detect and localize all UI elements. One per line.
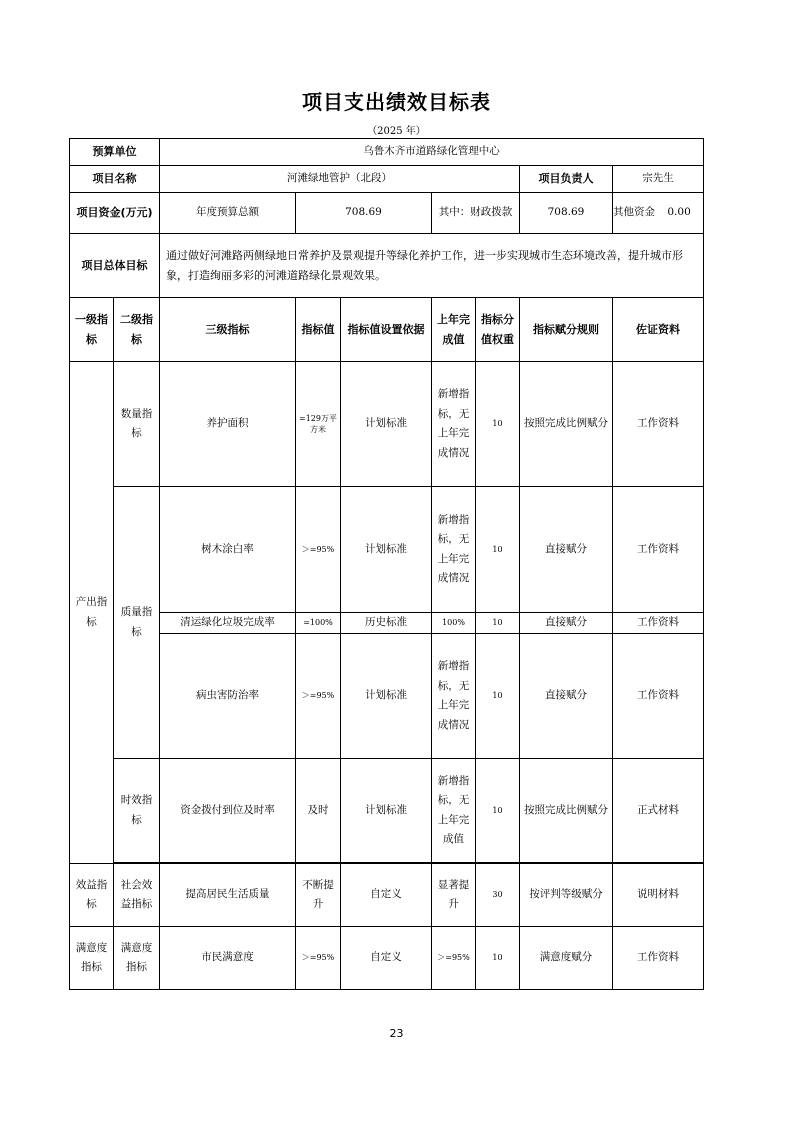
table-row bbox=[70, 613, 704, 634]
row-evidence: 工作资料 bbox=[613, 927, 704, 990]
row-basis: 计划标准 bbox=[341, 759, 432, 863]
row-basis: 计划标准 bbox=[341, 487, 432, 613]
col-level3: 三级指标 bbox=[160, 298, 296, 362]
row-last: 新增指标，无上年完成情况 bbox=[432, 634, 476, 759]
row-rule: 直接赋分 bbox=[520, 487, 613, 613]
row-basis: 自定义 bbox=[341, 927, 432, 990]
table-row bbox=[70, 487, 704, 613]
row-weight: 30 bbox=[476, 864, 520, 927]
row-value: =129万平方米 bbox=[296, 362, 341, 487]
header-row-goal bbox=[70, 234, 704, 298]
row-evidence: 工作资料 bbox=[613, 613, 704, 634]
other-label: 其他资金 bbox=[613, 206, 656, 219]
row-weight: 10 bbox=[476, 927, 520, 990]
row-weight: 10 bbox=[476, 634, 520, 759]
group-satisfaction: 满意度指标 bbox=[70, 927, 114, 990]
row-name: 病虫害防治率 bbox=[160, 634, 296, 759]
row-weight: 10 bbox=[476, 362, 520, 487]
table-row bbox=[70, 634, 704, 759]
header-row-funds bbox=[70, 193, 704, 234]
group-social-benefit: 社会效益指标 bbox=[114, 864, 160, 927]
row-rule: 按照完成比例赋分 bbox=[520, 362, 613, 487]
row-weight: 10 bbox=[476, 759, 520, 863]
table-row bbox=[70, 759, 704, 863]
group-quantity: 数量指标 bbox=[114, 362, 160, 487]
row-weight: 10 bbox=[476, 487, 520, 613]
col-level1: 一级指标 bbox=[70, 298, 114, 362]
goal-text: 通过做好河滩路两侧绿地日常养护及景观提升等绿化养护工作，进一步实现城市生态环境改善，提升城市形象，打造绚丽多彩的河滩道路绿化景观效果。 bbox=[160, 234, 704, 298]
column-header-row bbox=[70, 298, 704, 362]
owner-value: 宗先生 bbox=[613, 166, 704, 193]
row-rule: 直接赋分 bbox=[520, 634, 613, 759]
page-title: 项目支出绩效目标表 bbox=[302, 90, 491, 114]
row-value: =100% bbox=[296, 613, 341, 634]
unit-label: 预算单位 bbox=[70, 139, 160, 166]
row-evidence: 正式材料 bbox=[613, 759, 704, 863]
row-rule: 直接赋分 bbox=[520, 613, 613, 634]
header-row-name bbox=[70, 166, 704, 193]
row-last: 新增指标，无上年完成情况 bbox=[432, 487, 476, 613]
goal-label: 项目总体目标 bbox=[70, 234, 160, 298]
name-value: 河滩绿地管护（北段） bbox=[160, 166, 520, 193]
row-name: 资金拨付到位及时率 bbox=[160, 759, 296, 863]
row-last: ＞=95% bbox=[432, 927, 476, 990]
row-value: 及时 bbox=[296, 759, 341, 863]
row-value: ＞=95% bbox=[296, 487, 341, 613]
fiscal-label: 其中：财政拨款 bbox=[432, 193, 520, 234]
table-row bbox=[70, 927, 704, 990]
name-label: 项目名称 bbox=[70, 166, 160, 193]
performance-table bbox=[69, 138, 704, 990]
group-timeliness: 时效指标 bbox=[114, 759, 160, 863]
row-rule: 按评判等级赋分 bbox=[520, 864, 613, 927]
row-value: ＞=95% bbox=[296, 927, 341, 990]
row-value: ＞=95% bbox=[296, 634, 341, 759]
other-funds-cell bbox=[613, 193, 704, 234]
row-weight: 10 bbox=[476, 613, 520, 634]
annual-budget-label: 年度预算总额 bbox=[160, 193, 296, 234]
col-weight: 指标分值权重 bbox=[476, 298, 520, 362]
col-last-year: 上年完成值 bbox=[432, 298, 476, 362]
col-evidence: 佐证资料 bbox=[613, 298, 704, 362]
group-output: 产出指标 bbox=[70, 362, 114, 864]
row-last: 显著提升 bbox=[432, 864, 476, 927]
header-row-unit bbox=[70, 139, 704, 166]
row-value: 不断提升 bbox=[296, 864, 341, 927]
row-name: 市民满意度 bbox=[160, 927, 296, 990]
fiscal-value: 708.69 bbox=[520, 193, 613, 234]
row-last: 新增指标，无上年完成情况 bbox=[432, 362, 476, 487]
col-level2: 二级指标 bbox=[114, 298, 160, 362]
year-subtitle: （2025 年） bbox=[367, 126, 426, 137]
row-basis: 历史标准 bbox=[341, 613, 432, 634]
row-evidence: 工作资料 bbox=[613, 634, 704, 759]
row-last: 100% bbox=[432, 613, 476, 634]
owner-label: 项目负责人 bbox=[520, 166, 613, 193]
table-row bbox=[70, 362, 704, 487]
other-value: 0.00 bbox=[667, 206, 691, 219]
group-satisfaction-sub: 满意度指标 bbox=[114, 927, 160, 990]
page-number: 23 bbox=[389, 1027, 404, 1040]
row-name: 树木涂白率 bbox=[160, 487, 296, 613]
group-benefit: 效益指标 bbox=[70, 864, 114, 927]
group-quality: 质量指标 bbox=[114, 487, 160, 759]
row-basis: 计划标准 bbox=[341, 634, 432, 759]
row-name: 清运绿化垃圾完成率 bbox=[160, 613, 296, 634]
col-basis: 指标值设置依据 bbox=[341, 298, 432, 362]
row-evidence: 工作资料 bbox=[613, 362, 704, 487]
unit-value: 乌鲁木齐市道路绿化管理中心 bbox=[160, 139, 704, 166]
col-rule: 指标赋分规则 bbox=[520, 298, 613, 362]
row-name: 提高居民生活质量 bbox=[160, 864, 296, 927]
funds-label: 项目资金(万元) bbox=[70, 193, 160, 234]
row-rule: 按照完成比例赋分 bbox=[520, 759, 613, 863]
row-last: 新增指标，无上年完成值 bbox=[432, 759, 476, 863]
table-row bbox=[70, 864, 704, 927]
row-evidence: 工作资料 bbox=[613, 487, 704, 613]
col-value: 指标值 bbox=[296, 298, 341, 362]
row-evidence: 说明材料 bbox=[613, 864, 704, 927]
row-basis: 计划标准 bbox=[341, 362, 432, 487]
row-rule: 满意度赋分 bbox=[520, 927, 613, 990]
row-basis: 自定义 bbox=[341, 864, 432, 927]
row-name: 养护面积 bbox=[160, 362, 296, 487]
annual-budget-value: 708.69 bbox=[296, 193, 432, 234]
